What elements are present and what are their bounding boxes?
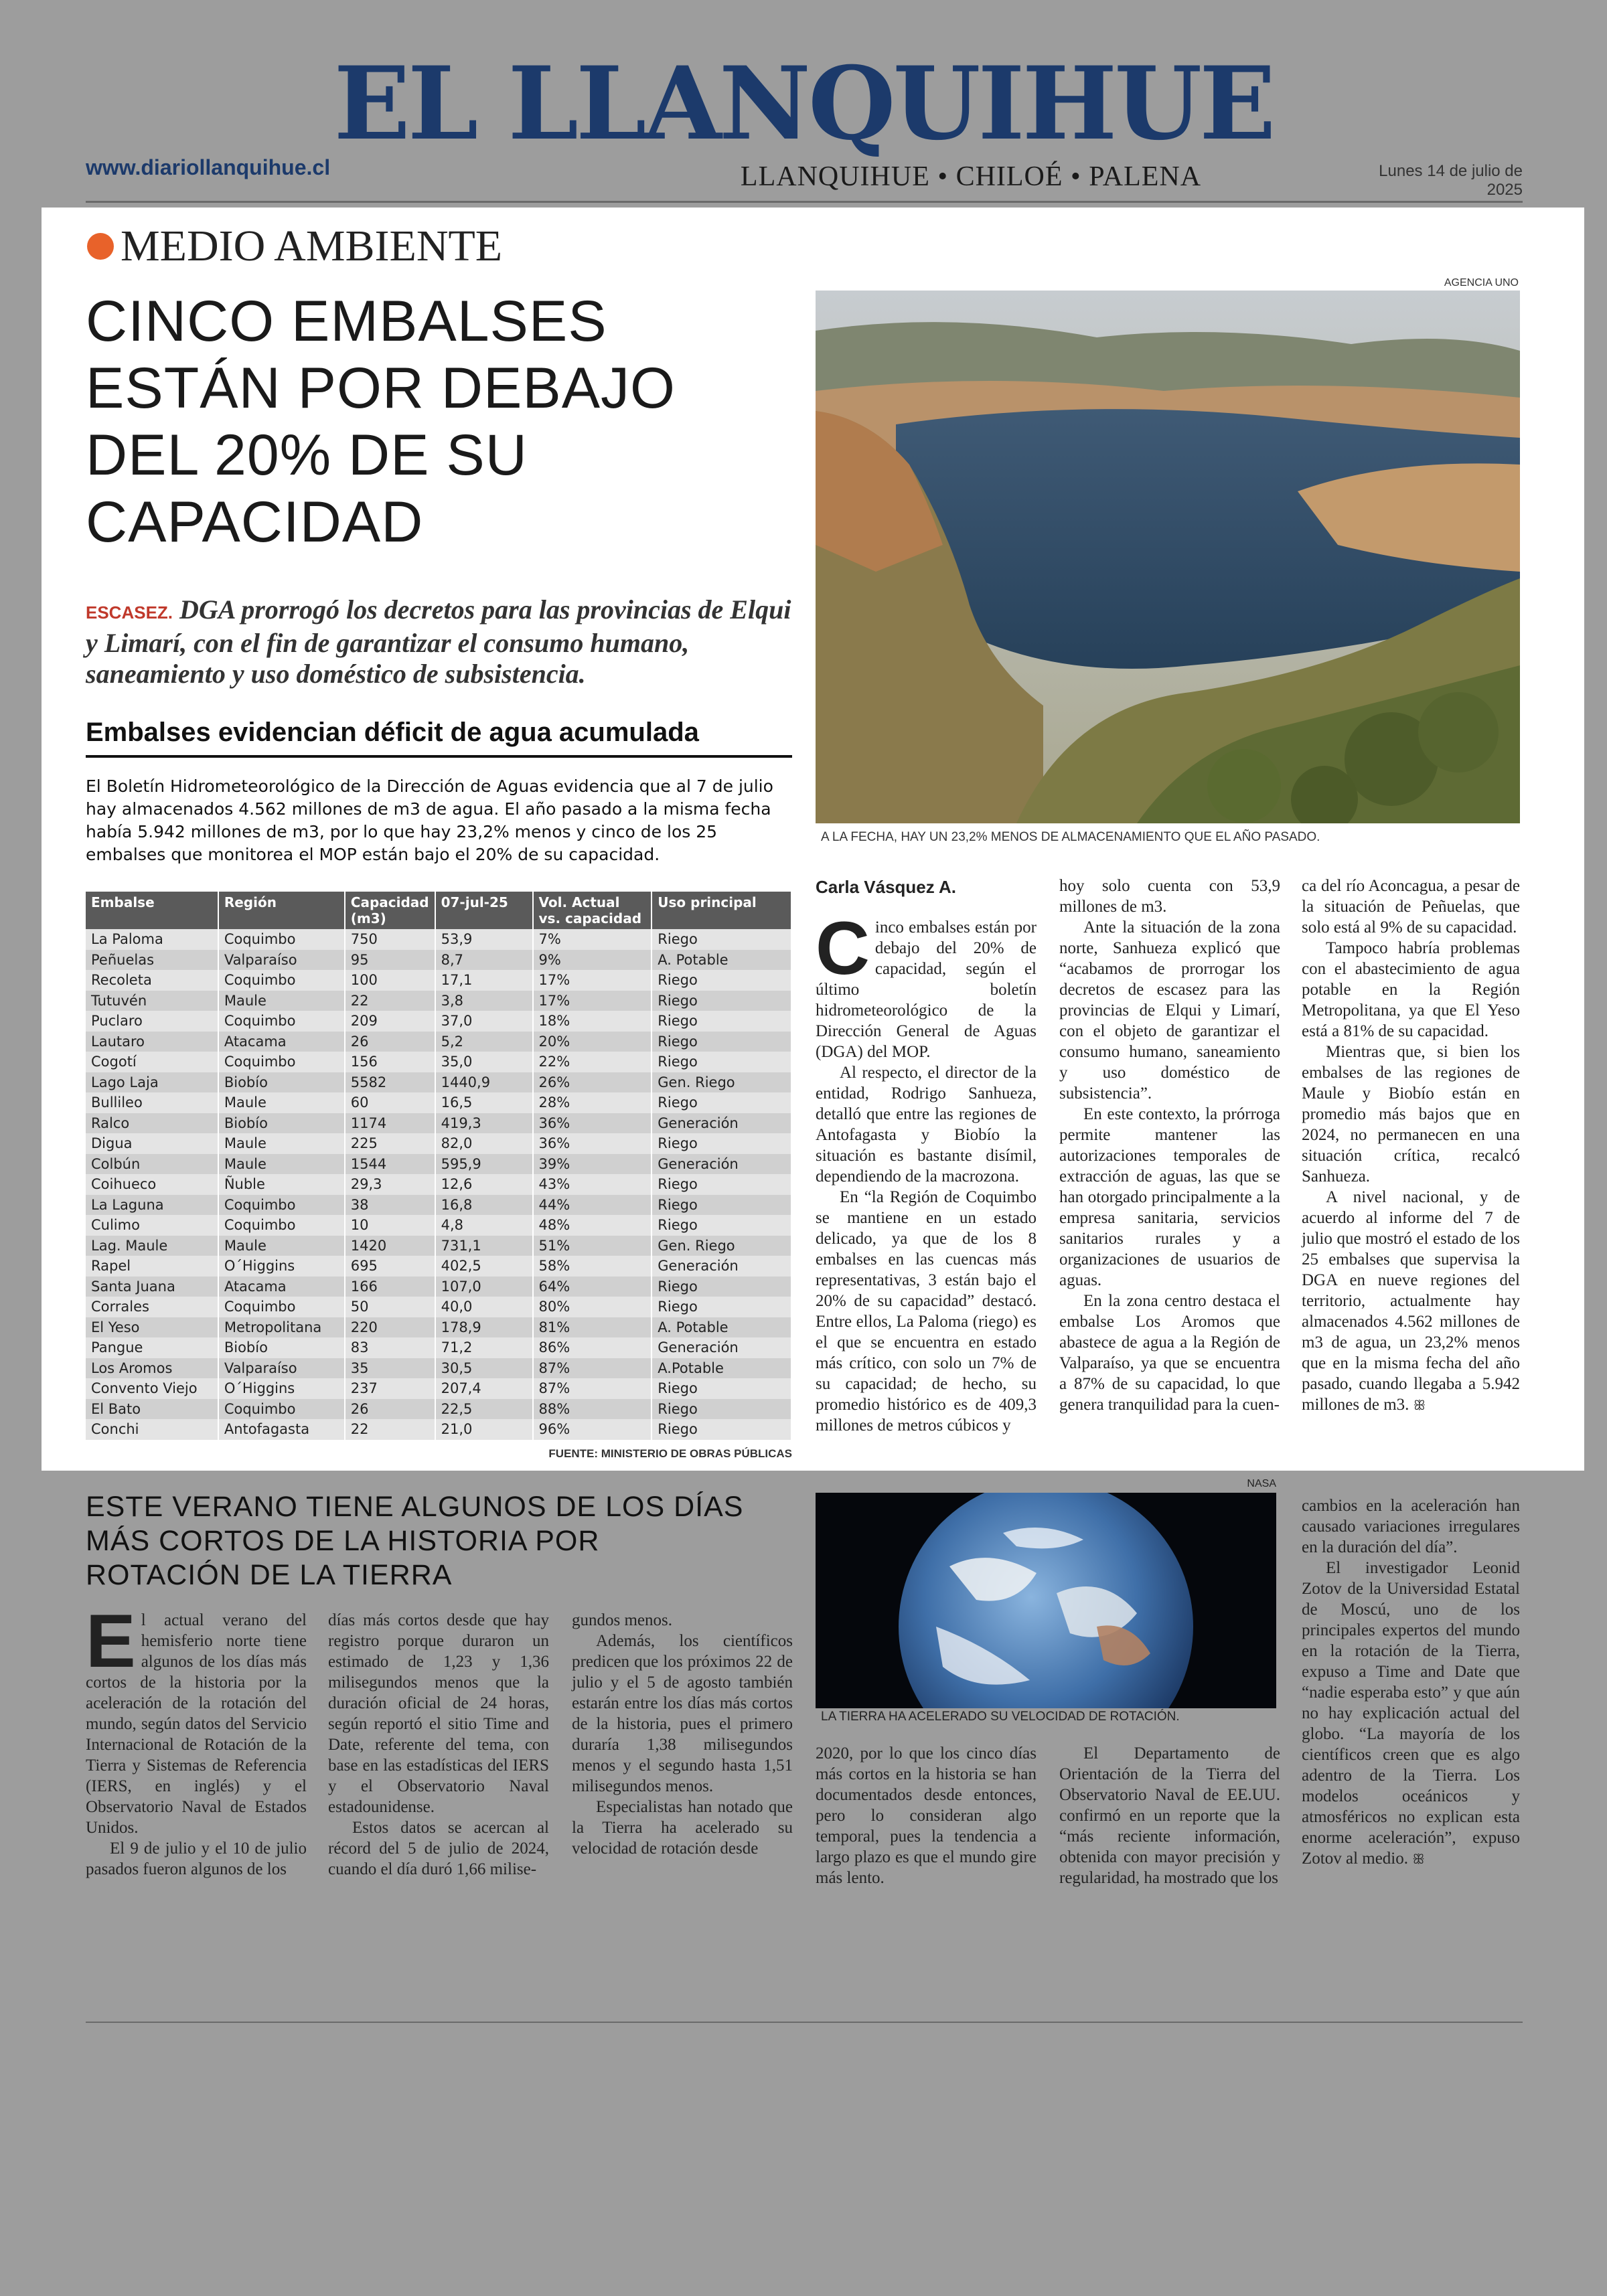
table-cell: 17% bbox=[533, 970, 652, 991]
table-cell: Ralco bbox=[86, 1113, 218, 1134]
paragraph-text: l actual verano del hemisferio norte tiene algunos de los días más cortos de la historia por la aceleración de la rotación del mundo, según datos del Servicio Internacional de Rotación de la Tierra y Sistemas de Referencia (IERS, en inglés) y el Observatorio Naval de Estados Unidos. bbox=[86, 1611, 307, 1837]
table-cell: 100 bbox=[345, 970, 435, 991]
table-cell: El Yeso bbox=[86, 1317, 218, 1338]
table-cell: Riego bbox=[652, 1297, 791, 1317]
article2-column-2 bbox=[328, 1610, 549, 1880]
table-header-row bbox=[86, 892, 791, 929]
column-paragraph bbox=[1302, 1558, 1520, 1870]
table-cell: 40,0 bbox=[435, 1297, 533, 1317]
table-cell: Cogotí bbox=[86, 1052, 218, 1072]
section-name: MEDIO AMBIENTE bbox=[121, 222, 503, 270]
table-cell: Generación bbox=[652, 1154, 791, 1175]
table-cell: Corrales bbox=[86, 1297, 218, 1317]
table-cell: Riego bbox=[652, 1399, 791, 1420]
table-cell: Riego bbox=[652, 1092, 791, 1113]
table-cell: 58% bbox=[533, 1256, 652, 1277]
table-cell: 22% bbox=[533, 1052, 652, 1072]
table-cell: 750 bbox=[345, 929, 435, 950]
table-cell: 178,9 bbox=[435, 1317, 533, 1338]
article2-column-5 bbox=[1059, 1743, 1280, 1888]
table-cell: 82,0 bbox=[435, 1133, 533, 1154]
table-cell: 156 bbox=[345, 1052, 435, 1072]
column-paragraph: En este contexto, la prórroga permite mantener las autorizaciones temporales de extracción de aguas, las que se han otorgado principalmente a la empresa sanitaria, servicios sanitarios rurales y a organizaciones de usuarios de aguas. bbox=[1059, 1105, 1280, 1289]
article-column-3 bbox=[1302, 876, 1520, 1416]
table-cell: 48% bbox=[533, 1215, 652, 1236]
table-cell: Recoleta bbox=[86, 970, 218, 991]
table-cell: Coquimbo bbox=[218, 1297, 345, 1317]
table-cell: Riego bbox=[652, 1195, 791, 1216]
table-row bbox=[86, 1032, 791, 1052]
table-cell: Maule bbox=[218, 991, 345, 1011]
table-cell: Riego bbox=[652, 970, 791, 991]
table-cell: 88% bbox=[533, 1399, 652, 1420]
table-cell: Coquimbo bbox=[218, 1399, 345, 1420]
table-cell: 220 bbox=[345, 1317, 435, 1338]
table-cell: 38 bbox=[345, 1195, 435, 1216]
table-row bbox=[86, 1113, 791, 1134]
table-source: FUENTE: MINISTERIO DE OBRAS PÚBLICAS bbox=[548, 1447, 792, 1460]
table-cell: 12,6 bbox=[435, 1174, 533, 1195]
photo-credit: AGENCIA UNO bbox=[1444, 277, 1519, 289]
table-cell: 43% bbox=[533, 1174, 652, 1195]
table-cell: 4,8 bbox=[435, 1215, 533, 1236]
earth-photo bbox=[816, 1493, 1276, 1708]
section-label bbox=[87, 221, 502, 272]
table-cell: 20% bbox=[533, 1032, 652, 1052]
table-cell: Riego bbox=[652, 1174, 791, 1195]
table-intro: El Boletín Hidrometeorológico de la Dirección de Aguas evidencia que al 7 de julio hay almacenados 4.562 millones de m3 de agua. El año pasado a la misma fecha había 5.942 millones de m3, por lo que hay 23,2% menos y cinco de los 25 embalses que monitorea el MOP están bajo el 20% de su capacidad. bbox=[86, 776, 773, 864]
table-row bbox=[86, 1011, 791, 1032]
table-cell: Riego bbox=[652, 1215, 791, 1236]
table-cell: Riego bbox=[652, 1419, 791, 1440]
column-paragraph: En “la Región de Coquimbo se mantiene en un estado delicado, ya que de los 8 embalses en las cuencas más representativas, 3 están bajo el 20% de su capacidad” destacó. Entre ellos, La Paloma (riego) es el que se encuentra en estado más crítico, con solo un 7% de su capacidad; de hecho, su promedio histórico es de 409,3 millones de metros cúbicos y bbox=[816, 1188, 1037, 1434]
table-cell: 21,0 bbox=[435, 1419, 533, 1440]
table-cell: Maule bbox=[218, 1133, 345, 1154]
end-mark-icon: ꕥ bbox=[1413, 1397, 1426, 1413]
table-cell: 28% bbox=[533, 1092, 652, 1113]
table-cell: 96% bbox=[533, 1419, 652, 1440]
table-cell: 17,1 bbox=[435, 970, 533, 991]
earth-photo-credit: NASA bbox=[1247, 1478, 1276, 1489]
column-paragraph: En la zona centro destaca el embalse Los Aromos que abastece de agua a la Región de Valparaíso, ya que se encuentra a 87% de su capacidad, lo que genera tranquilidad para la cuen- bbox=[1059, 1292, 1280, 1414]
table-cell: 39% bbox=[533, 1154, 652, 1175]
column-paragraph: El Departamento de Orientación de la Tierra del Observatorio Naval de EE.UU. confirmó en un reporte que la “más reciente información, obtenida con mayor precisión y regularidad, ha mostrado que los bbox=[1059, 1744, 1280, 1887]
table-cell: Generación bbox=[652, 1113, 791, 1134]
table-cell: 1544 bbox=[345, 1154, 435, 1175]
table-cell: 86% bbox=[533, 1337, 652, 1358]
table-cell: Puclaro bbox=[86, 1011, 218, 1032]
table-row bbox=[86, 929, 791, 950]
table-cell: 225 bbox=[345, 1133, 435, 1154]
table-row bbox=[86, 950, 791, 971]
section-dot-icon bbox=[87, 233, 114, 260]
table-cell: 53,9 bbox=[435, 929, 533, 950]
table-cell: 26 bbox=[345, 1032, 435, 1052]
article2-column-1 bbox=[86, 1599, 307, 1880]
table-cell: 22,5 bbox=[435, 1399, 533, 1420]
table-cell: Coquimbo bbox=[218, 929, 345, 950]
table-cell: 22 bbox=[345, 1419, 435, 1440]
column-paragraph bbox=[816, 906, 1037, 1062]
table-cell: 87% bbox=[533, 1378, 652, 1399]
table-cell: 207,4 bbox=[435, 1378, 533, 1399]
table-cell: La Laguna bbox=[86, 1195, 218, 1216]
table-cell: Colbún bbox=[86, 1154, 218, 1175]
table-row bbox=[86, 1236, 791, 1256]
table-body bbox=[86, 929, 791, 1440]
table-cell: 3,8 bbox=[435, 991, 533, 1011]
table-row bbox=[86, 1419, 791, 1440]
table-cell: 60 bbox=[345, 1092, 435, 1113]
column-paragraph: Estos datos se acercan al récord del 5 de julio de 2024, cuando el día duró 1,66 milise- bbox=[328, 1819, 549, 1878]
table-cell: Riego bbox=[652, 1133, 791, 1154]
table-cell: 731,1 bbox=[435, 1236, 533, 1256]
table-cell: O´Higgins bbox=[218, 1378, 345, 1399]
lede-kicker: ESCASEZ. bbox=[86, 602, 173, 623]
website-link[interactable]: www.diariollanquihue.cl bbox=[86, 155, 331, 179]
table-cell: Metropolitana bbox=[218, 1317, 345, 1338]
table-cell: Riego bbox=[652, 929, 791, 950]
table-cell: Riego bbox=[652, 1277, 791, 1297]
table-cell: 51% bbox=[533, 1236, 652, 1256]
paragraph-text: El investigador Leonid Zotov de la Universidad Estatal de Moscú, uno de los principales expertos del mundo en la rotación de la Tierra, expuso a Time and Date que “nadie esperaba esto” y que aún no hay explicación actual del globo. “La mayoría de los científicos creen que es algo adentro de la Tierra. Los modelos oceánicos y atmosféricos no explican esta enorme aceleración”, expuso Zotov al medio. bbox=[1302, 1559, 1520, 1868]
table-cell: Riego bbox=[652, 1032, 791, 1052]
article2-column-3 bbox=[572, 1610, 793, 1859]
photo-caption: A LA FECHA, HAY UN 23,2% MENOS DE ALMACENAMIENTO QUE EL AÑO PASADO. bbox=[821, 830, 1320, 844]
table-cell: Lago Laja bbox=[86, 1072, 218, 1093]
table-cell: Riego bbox=[652, 991, 791, 1011]
column-paragraph: días más cortos desde que hay registro porque duraron un estimado de 1,23 y 1,36 milisegundos menos que la duración oficial de 24 horas, según reportó el sitio Time and Date, referente del tema, con base en las estadísticas del IERS y el Observatorio Naval estadounidense. bbox=[328, 1611, 549, 1816]
article2-headline: ESTE VERANO TIENE ALGUNOS DE LOS DÍAS MÁS CORTOS DE LA HISTORIA POR ROTACIÓN DE LA TIERRA bbox=[86, 1491, 744, 1591]
table-cell: Coquimbo bbox=[218, 1052, 345, 1072]
table-cell: Coihueco bbox=[86, 1174, 218, 1195]
table-cell: Conchi bbox=[86, 1419, 218, 1440]
table-cell: Coquimbo bbox=[218, 1215, 345, 1236]
table-cell: 35,0 bbox=[435, 1052, 533, 1072]
table-header-cell: Capacidad (m3) bbox=[345, 892, 435, 929]
table-cell: Convento Viejo bbox=[86, 1378, 218, 1399]
table-cell: Riego bbox=[652, 1052, 791, 1072]
table-cell: Los Aromos bbox=[86, 1358, 218, 1379]
table-cell: Maule bbox=[218, 1092, 345, 1113]
drop-cap: C bbox=[816, 906, 870, 990]
paragraph-text: inco embalses están por debajo del 20% de capacidad, según el último boletín hidrometeorológico de la Dirección General de Aguas (DGA) del MOP. bbox=[816, 918, 1037, 1061]
reservoir-table bbox=[86, 892, 792, 1440]
table-cell: 16,5 bbox=[435, 1092, 533, 1113]
issue-date: Lunes 14 de julio de 2025 bbox=[1379, 162, 1523, 199]
table-cell: 17% bbox=[533, 991, 652, 1011]
column-paragraph: hoy solo cuenta con 53,9 millones de m3. bbox=[1059, 877, 1280, 916]
table-cell: 87% bbox=[533, 1358, 652, 1379]
table-cell: Generación bbox=[652, 1337, 791, 1358]
table-cell: 1420 bbox=[345, 1236, 435, 1256]
table-cell: 37,0 bbox=[435, 1011, 533, 1032]
table-row bbox=[86, 1092, 791, 1113]
table-cell: 18% bbox=[533, 1011, 652, 1032]
subhead-rule bbox=[86, 755, 792, 758]
table-row bbox=[86, 991, 791, 1011]
table-cell: Maule bbox=[218, 1154, 345, 1175]
column-paragraph: Ante la situación de la zona norte, Sanhueza explicó que “acabamos de prorrogar los decretos de escasez para las provincias de Elqui y Limarí, con el objeto de garantizar el consumo humano, saneamiento y uso doméstico de subsistencia”. bbox=[1059, 918, 1280, 1102]
table-cell: 7% bbox=[533, 929, 652, 950]
table-row bbox=[86, 1133, 791, 1154]
table-row bbox=[86, 1337, 791, 1358]
article-lede bbox=[86, 594, 795, 689]
header-rule bbox=[86, 201, 1523, 203]
table-cell: 26 bbox=[345, 1399, 435, 1420]
table-cell: Tutuvén bbox=[86, 991, 218, 1011]
table-cell: El Bato bbox=[86, 1399, 218, 1420]
byline: Carla Vásquez A. bbox=[816, 877, 957, 897]
table-cell: Riego bbox=[652, 1011, 791, 1032]
table-cell: Rapel bbox=[86, 1256, 218, 1277]
table-cell: Valparaíso bbox=[218, 950, 345, 971]
table-cell: Digua bbox=[86, 1133, 218, 1154]
table-header-cell: 07-jul-25 bbox=[435, 892, 533, 929]
table-cell: 5582 bbox=[345, 1072, 435, 1093]
footer-rule bbox=[86, 2022, 1523, 2023]
table-row bbox=[86, 970, 791, 991]
table-cell: 64% bbox=[533, 1277, 652, 1297]
table-cell: Biobío bbox=[218, 1113, 345, 1134]
table-cell: 209 bbox=[345, 1011, 435, 1032]
table-cell: 5,2 bbox=[435, 1032, 533, 1052]
table-cell: 36% bbox=[533, 1133, 652, 1154]
table-cell: 29,3 bbox=[345, 1174, 435, 1195]
table-row bbox=[86, 1195, 791, 1216]
table-row bbox=[86, 1215, 791, 1236]
regions-strip: LLANQUIHUE • CHILOÉ • PALENA bbox=[740, 161, 1202, 192]
table-cell: 419,3 bbox=[435, 1113, 533, 1134]
table-cell: Valparaíso bbox=[218, 1358, 345, 1379]
table-cell: 26% bbox=[533, 1072, 652, 1093]
table-cell: La Paloma bbox=[86, 929, 218, 950]
drop-cap: E bbox=[86, 1599, 136, 1683]
table-row bbox=[86, 1358, 791, 1379]
table-cell: 22 bbox=[345, 991, 435, 1011]
table-row bbox=[86, 1317, 791, 1338]
table-cell: 95 bbox=[345, 950, 435, 971]
table-header-cell: Embalse bbox=[86, 892, 218, 929]
table-cell: 81% bbox=[533, 1317, 652, 1338]
table-cell: 10 bbox=[345, 1215, 435, 1236]
table-header-cell: Vol. Actual vs. capacidad bbox=[533, 892, 652, 929]
column-paragraph: cambios en la aceleración han causado variaciones irregulares en la duración del día”. bbox=[1302, 1497, 1520, 1556]
table-cell: 36% bbox=[533, 1113, 652, 1134]
table-cell: A.Potable bbox=[652, 1358, 791, 1379]
table-row bbox=[86, 1154, 791, 1175]
article-column-1 bbox=[816, 906, 1037, 1436]
table-cell: 9% bbox=[533, 950, 652, 971]
column-paragraph: ca del río Aconcagua, a pesar de la situación de Peñuelas, que solo está al 9% de su capacidad. bbox=[1302, 877, 1520, 936]
column-paragraph bbox=[1302, 1187, 1520, 1416]
column-paragraph: gundos menos. bbox=[572, 1611, 672, 1629]
table-cell: Ñuble bbox=[218, 1174, 345, 1195]
table-cell: 30,5 bbox=[435, 1358, 533, 1379]
reservoir-photo bbox=[816, 291, 1520, 823]
earth-photo-caption: LA TIERRA HA ACELERADO SU VELOCIDAD DE ROTACIÓN. bbox=[821, 1710, 1180, 1724]
table-cell: 402,5 bbox=[435, 1256, 533, 1277]
column-paragraph: Además, los científicos predicen que los próximos 22 de julio y el 5 de agosto también estarán entre los días más cortos de la historia, pues el primero duraría 1,38 milisegundos menos y el segundo hasta 1,51 milisegundos menos. bbox=[572, 1632, 793, 1795]
table-cell: 695 bbox=[345, 1256, 435, 1277]
table-cell: Generación bbox=[652, 1256, 791, 1277]
column-paragraph: El 9 de julio y el 10 de julio pasados fueron algunos de los bbox=[86, 1839, 307, 1878]
article2-column-4 bbox=[816, 1743, 1037, 1888]
end-mark-icon: ꕥ bbox=[1412, 1851, 1425, 1867]
table-row bbox=[86, 1174, 791, 1195]
table-cell: Gen. Riego bbox=[652, 1236, 791, 1256]
table-cell: A. Potable bbox=[652, 950, 791, 971]
table-cell: Biobío bbox=[218, 1072, 345, 1093]
table-cell: 44% bbox=[533, 1195, 652, 1216]
table-cell: Bullileo bbox=[86, 1092, 218, 1113]
table-cell: Riego bbox=[652, 1378, 791, 1399]
table-cell: Maule bbox=[218, 1236, 345, 1256]
table-cell: Pangue bbox=[86, 1337, 218, 1358]
table-cell: 83 bbox=[345, 1337, 435, 1358]
article-headline: CINCO EMBALSES ESTÁN POR DEBAJO DEL 20% DE SU CAPACIDAD bbox=[86, 289, 676, 554]
lede-text: DGA prorrogó los decretos para las provincias de Elqui y Limarí, con el fin de garantizar el consumo humano, saneamiento y uso doméstico de subsistencia. bbox=[86, 594, 791, 689]
table-cell: Peñuelas bbox=[86, 950, 218, 971]
table-cell: Gen. Riego bbox=[652, 1072, 791, 1093]
paragraph-text: A nivel nacional, y de acuerdo al informe del 7 de julio que mostró el estado de los 25 embalses que supervisa la DGA en nueve regiones del territorio, actualmente hay almacenados 4.562 millones de m3 de agua, un 23,2% menos que en la misma fecha del año pasado, cuando llegaba a 5.942 millones de m3. bbox=[1302, 1188, 1520, 1414]
table-row bbox=[86, 1297, 791, 1317]
masthead: EL LLANQUIHUE bbox=[333, 45, 1274, 163]
article-column-2 bbox=[1059, 876, 1280, 1415]
table-header-cell: Uso principal bbox=[652, 892, 791, 929]
table-cell: 16,8 bbox=[435, 1195, 533, 1216]
table-cell: 35 bbox=[345, 1358, 435, 1379]
table-row bbox=[86, 1277, 791, 1297]
table-cell: 595,9 bbox=[435, 1154, 533, 1175]
table-cell: A. Potable bbox=[652, 1317, 791, 1338]
table-row bbox=[86, 1052, 791, 1072]
table-cell: Biobío bbox=[218, 1337, 345, 1358]
table-cell: Lautaro bbox=[86, 1032, 218, 1052]
table-cell: Lag. Maule bbox=[86, 1236, 218, 1256]
table-row bbox=[86, 1256, 791, 1277]
table-row bbox=[86, 1072, 791, 1093]
table-header-cell: Región bbox=[218, 892, 345, 929]
table-cell: Antofagasta bbox=[218, 1419, 345, 1440]
table-cell: O´Higgins bbox=[218, 1256, 345, 1277]
table-row bbox=[86, 1378, 791, 1399]
column-paragraph: Especialistas han notado que la Tierra ha acelerado su velocidad de rotación desde bbox=[572, 1798, 793, 1858]
table-cell: 1174 bbox=[345, 1113, 435, 1134]
article2-column-6 bbox=[1302, 1495, 1520, 1870]
table-cell: 80% bbox=[533, 1297, 652, 1317]
table-cell: Culimo bbox=[86, 1215, 218, 1236]
table-cell: 8,7 bbox=[435, 950, 533, 971]
column-paragraph: Al respecto, el director de la entidad, Rodrigo Sanhueza, detalló que entre las regiones de Antofagasta y Biobío la situación es bastante disímil, dependiendo de la macrozona. bbox=[816, 1064, 1037, 1185]
table-cell: Atacama bbox=[218, 1277, 345, 1297]
table-cell: Atacama bbox=[218, 1032, 345, 1052]
table-cell: 166 bbox=[345, 1277, 435, 1297]
column-paragraph: 2020, por lo que los cinco días más cortos en la historia se han documentados desde entonces, pero lo consideran algo temporal, pues la tendencia a largo plazo es que el mundo gire más lento. bbox=[816, 1744, 1037, 1887]
table-subhead: Embalses evidencian déficit de agua acumulada bbox=[86, 718, 699, 747]
table-cell: 237 bbox=[345, 1378, 435, 1399]
table-cell: 1440,9 bbox=[435, 1072, 533, 1093]
column-paragraph bbox=[86, 1599, 307, 1838]
table-cell: 50 bbox=[345, 1297, 435, 1317]
table-row bbox=[86, 1399, 791, 1420]
column-paragraph: Mientras que, si bien los embalses de las regiones de Maule y Biobío están en promedio más bajos que en 2024, no permanecen en una situación crítica, recalcó Sanhueza. bbox=[1302, 1043, 1520, 1185]
table-cell: 107,0 bbox=[435, 1277, 533, 1297]
table-cell: Coquimbo bbox=[218, 1011, 345, 1032]
table-cell: Santa Juana bbox=[86, 1277, 218, 1297]
table-cell: 71,2 bbox=[435, 1337, 533, 1358]
table-cell: Coquimbo bbox=[218, 970, 345, 991]
column-paragraph: Tampoco habría problemas con el abastecimiento de agua potable en la Región Metropolitana, ya que El Yeso está a 81% de su capacidad. bbox=[1302, 939, 1520, 1040]
table-cell: Coquimbo bbox=[218, 1195, 345, 1216]
